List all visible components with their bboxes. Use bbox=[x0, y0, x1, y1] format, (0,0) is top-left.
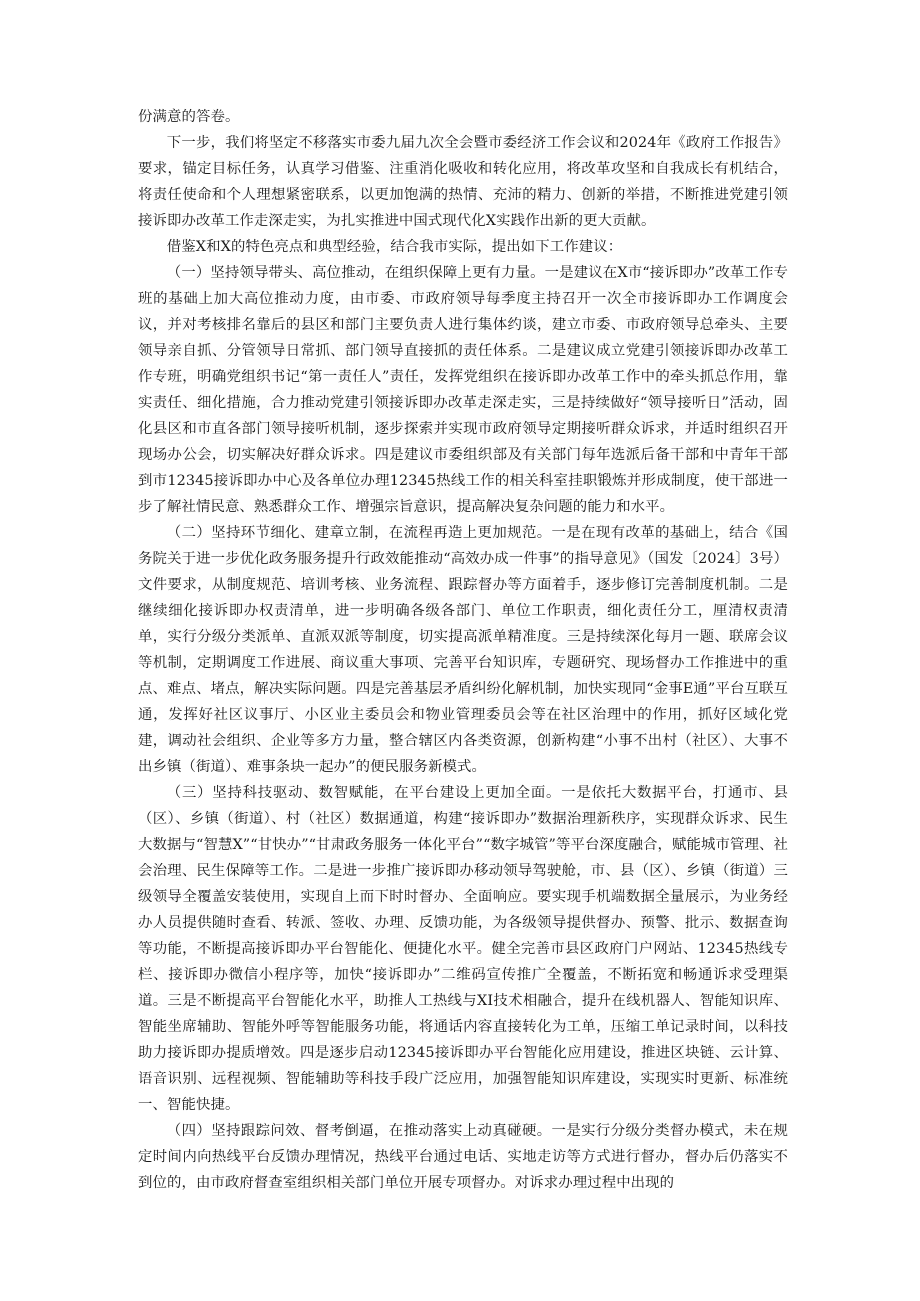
paragraph-suggestion-4: （四）坚持跟踪问效、督考倒逼，在推动落实上动真碰硬。一是实行分级分类督办模式，未在规定时间内向热线平台反馈办理情况，热线平台通过电话、实地走访等方式进行督办，督办后仍落实不到位的，由市政府督查室组织相关部门单位开展专项督办。对诉求办理过程中出现的 bbox=[138, 1123, 788, 1191]
document-page bbox=[138, 104, 788, 1196]
paragraph-suggestion-3: （三）坚持科技驱动、数智赋能，在平台建设上更加全面。一是依托大数据平台，打通市、县（区）、乡镇（街道）、村（社区）数据通道，构建“接诉即办”数据治理新秩序，实现群众诉求、民生大数据与“智慧X”“甘快办”“甘肃政务服务一体化平台”“数字城管”等平台深度融合，赋能城市管理、社会治理、民生保障等工作。二是进一步推广接诉即办移动领导驾驶舱，市、县（区）、乡镇（街道）三级领导全覆盖安装使用，实现自上而下时时督办、全面响应。要实现手机端数据全量展示，为业务经办人员提供随时查看、转派、签收、办理、反馈功能，为各级领导提供督办、预警、批示、数据查询等功能，不断提高接诉即办平台智能化、便捷化水平。健全完善市县区政府门户网站、12345热线专栏、接诉即办微信小程序等，加快“接诉即办”二维码宣传推广全覆盖，不断拓宽和畅通诉求受理渠道。三是不断提高平台智能化水平，助推人工热线与XI技术相融合，提升在线机器人、智能知识库、智能坐席辅助、智能外呼等智能服务功能，将通话内容直接转化为工单，压缩工单记录时间，以科技助力接诉即办提质增效。四是逐步启动12345接诉即办平台智能化应用建设，推进区块链、云计算、语音识别、远程视频、智能辅助等科技手段广泛应用，加强智能知识库建设，实现实时更新、标准统一、智能快捷。 bbox=[138, 785, 788, 1113]
paragraph-next-steps: 下一步，我们将坚定不移落实市委九届九次全会暨市委经济工作会议和2024年《政府工作报告》要求，锚定目标任务，认真学习借鉴、注重消化吸收和转化应用，将改革攻坚和自我成长有机结合，将责任使命和个人理想紧密联系，以更加饱满的热情、充沛的精力、创新的举措，不断推进党建引领接诉即办改革工作走深走实，为扎实推进中国式现代化X实践作出新的更大贡献。 bbox=[138, 135, 788, 229]
paragraph-suggestion-2: （二）坚持环节细化、建章立制，在流程再造上更加规范。一是在现有改革的基础上，结合《国务院关于进一步优化政务服务提升行政效能推动“高效办成一件事”的指导意见》（国发〔2024〕3号）文件要求，从制度规范、培训考核、业务流程、跟踪督办等方面着手，逐步修订完善制度机制。二是继续细化接诉即办权责清单，进一步明确各级各部门、单位工作职责，细化责任分工，厘清权责清单，实行分级分类派单、直派双派等制度，切实提高派单精准度。三是持续深化每月一题、联席会议等机制，定期调度工作进展、商议重大事项、完善平台知识库，专题研究、现场督办工作推进中的重点、难点、堵点，解决实际问题。四是完善基层矛盾纠纷化解机制，加快实现同“金事E通”平台互联互通，发挥好社区议事厅、小区业主委员会和物业管理委员会等在社区治理中的作用，抓好区域化党建，调动社会组织、企业等多方力量，整合辖区内各类资源，创新构建“小事不出村（社区）、大事不出乡镇（街道）、难事条块一起办”的便民服务新模式。 bbox=[138, 525, 788, 775]
paragraph-suggestion-1: （一）坚持领导带头、高位推动，在组织保障上更有力量。一是建议在X市“接诉即办”改革工作专班的基础上加大高位推动力度，由市委、市政府领导每季度主持召开一次全市接诉即办工作调度会议，并对考核排名靠后的县区和部门主要负责人进行集体约谈，建立市委、市政府领导总牵头、主要领导亲自抓、分管领导日常抓、部门领导直接抓的责任体系。二是建议成立党建引领接诉即办改革工作专班，明确党组织书记“第一责任人”责任，发挥党组织在接诉即办改革工作中的牵头抓总作用，靠实责任、细化措施，合力推动党建引领接诉即办改革走深走实，三是持续做好“领导接听日”活动，固化县区和市直各部门领导接听机制，逐步探索并实现市政府领导定期接听群众诉求，并适时组织召开现场办公会，切实解决好群众诉求。四是建议市委组织部及有关部门每年选派后备干部和中青年干部到市12345接诉即办中心及各单位办理12345热线工作的相关科室挂职锻炼并形成制度，使干部进一步了解社情民意、熟悉群众工作、增强宗旨意识，提高解决复杂问题的能力和水平。 bbox=[138, 265, 788, 515]
paragraph-continuation: 份满意的答卷。 bbox=[138, 109, 240, 125]
paragraph-intro-suggestions: 借鉴X和X的特色亮点和典型经验，结合我市实际，提出如下工作建议： bbox=[166, 239, 623, 255]
